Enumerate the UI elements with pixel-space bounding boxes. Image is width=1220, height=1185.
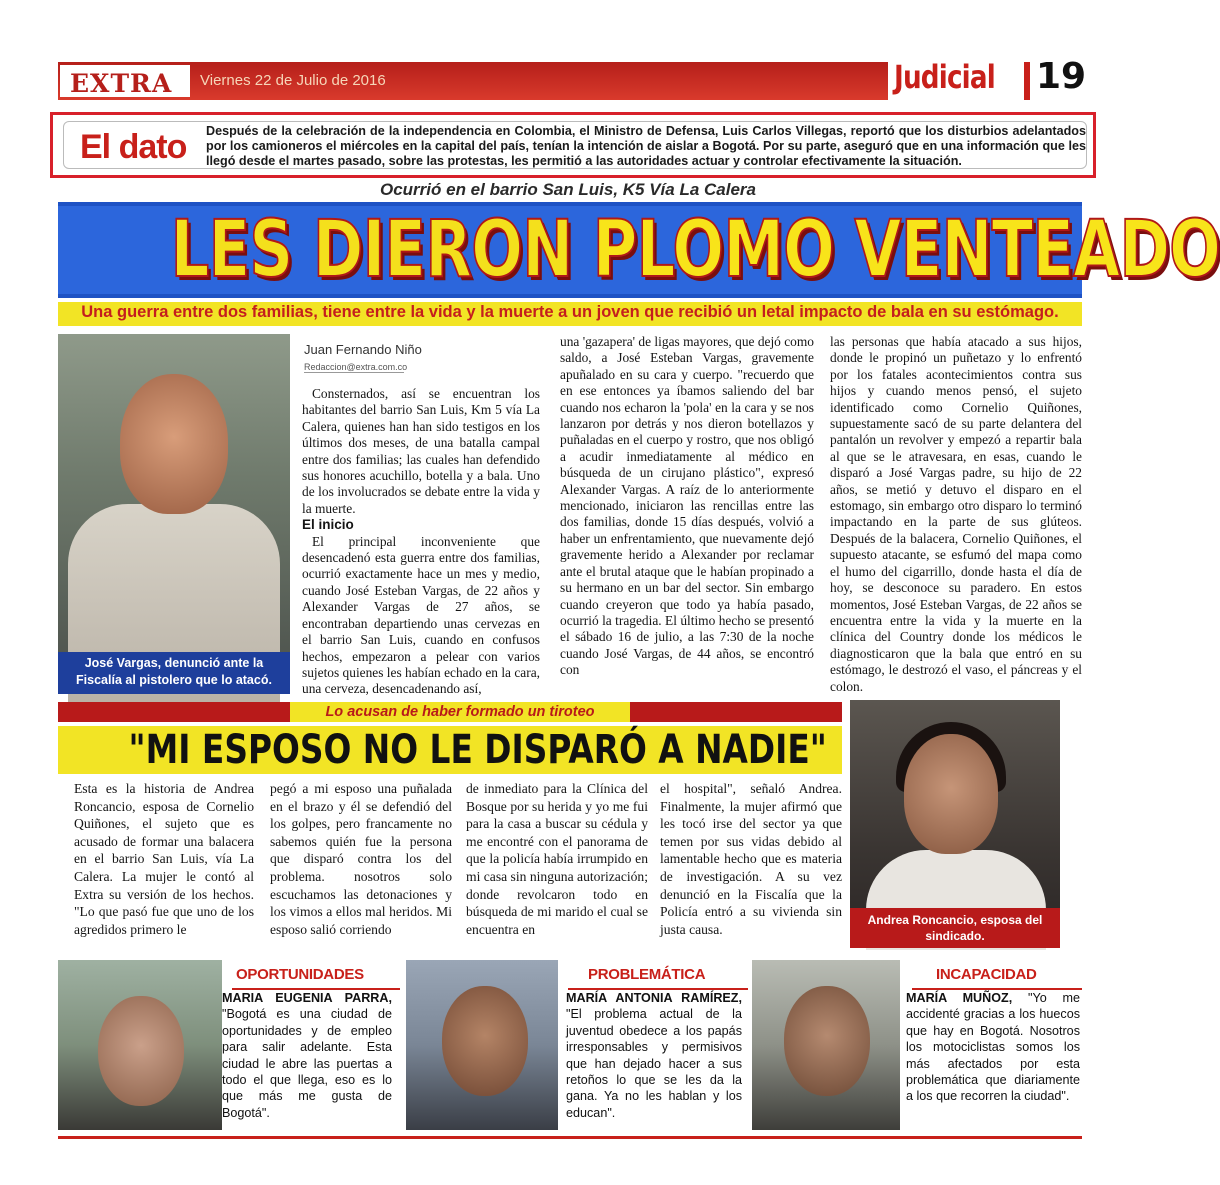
vox-name-3: MARÍA MUÑOZ, [906, 991, 1013, 1005]
second-column-3 [466, 780, 648, 938]
bottom-rule [58, 1136, 1082, 1139]
vox-text-1 [222, 990, 392, 1121]
main-column-1 [302, 386, 540, 698]
vox-quote-2: "El problema actual de la juventud obedece a los papás irresponsables y permisivos que han dejado hacer a sus retoños lo que se les da la gana. Ya no les hablan y los educan". [566, 1007, 742, 1120]
photo-caption: José Vargas, denunció ante la Fiscalía al pistolero que lo atacó. [76, 656, 272, 687]
photo-jose-vargas [58, 334, 290, 694]
paragraph: el hospital", señaló Andrea. Finalmente, la mujer afirmó que les tocó irse del sector ya que temen por sus vidas debido al lamentable hecho que es materia de investigación. A su vez denunció en la Fiscalía que la Policía entró a su vivienda sin justa causa. [660, 781, 842, 937]
section-subheading: El inicio [302, 517, 354, 533]
main-subheadline-band [58, 302, 1082, 326]
vox-text-2 [566, 990, 742, 1121]
el-dato-text: Después de la celebración de la independencia en Colombia, el Ministro de Defensa, Luis Carlos Villegas, reportó que los disturbios adelantados por los camioneros el miércoles en la capital del país, tenían la intención de aislar a Bogotá. Por su parte, aseguró que en una información que les llegó desde el martes pasado, sobre las protestas, les permitió a las autoridades actuar y controlar efectivamente la situación. [206, 124, 1086, 168]
section-name: Judicial [894, 58, 995, 96]
headline-part-2: PLOMO VENTEADO [592, 205, 1220, 295]
paragraph: El principal inconveniente que desencadenó esta guerra entre dos familias, ocurrió exactamente hace un mes y medio, cuando José Esteban Vargas, de 22 años y Alexander Vargas de 27 años, se encontraban departiendo unas cervezas en el barrio San Luis, cuando en confusos hechos, empezaron a pelear con varios sujetos quienes les habían echado en la cara, una cerveza, desencadenando así, [302, 533, 540, 697]
photo-figure-face [98, 996, 184, 1106]
page-number: 19 [1036, 56, 1087, 97]
byline: Juan Fernando Niño [304, 342, 422, 357]
byline-email: Redaccion@extra.com.co [304, 362, 408, 372]
issue-date: Viernes 22 de Julio de 2016 [200, 72, 386, 89]
logo-box [60, 65, 190, 97]
main-subheadline: Una guerra entre dos familias, tiene entre la vida y la muerte a un joven que recibió un letal impacto de bala en su estómago. [81, 303, 1059, 321]
section-divider [1024, 62, 1030, 100]
paragraph: de inmediato para la Clínica del Bosque por su herida y yo me fui para la casa a buscar su cédula y me encontré con el panorama de que la policía había irrumpido en mi casa sin ninguna autorización; donde revolcaron todo en búsqueda de mi marido el cual se encuentra en [466, 781, 648, 937]
header-band [58, 62, 888, 100]
main-column-3 [830, 334, 1082, 695]
photo-figure-face [904, 734, 998, 854]
main-headline-band [58, 202, 1220, 298]
main-headline [170, 204, 1220, 296]
second-column-1 [74, 780, 254, 938]
photo-andrea-roncancio [850, 700, 1060, 948]
newspaper-logo: EXTRA [70, 69, 173, 98]
second-headline-band [58, 726, 842, 774]
vox-title-3: INCAPACIDAD [936, 966, 1037, 983]
second-column-4 [660, 780, 842, 938]
vox-name-2: MARÍA ANTONIA RAMÍREZ, [566, 991, 742, 1005]
photo-figure-face [120, 374, 228, 514]
paragraph: las personas que había atacado a sus hijos, donde le propinó un puñetazo y lo enfrentó por los fatales acontecimientos contra sus hijos y cuando menos pensó, el sujeto identificado como Cornelio Quiñones, supuestamente sacó de su parte delantera del pantalón un revolver y empezó a repartir bala al que se le atravesara, en esas, cuando le disparó a José Vargas padre, su hijo de 22 años, se metió y detuvo el disparo en el estomago, sin embargo otro disparo lo terminó impactando en la parte de sus glúteos. Después de la balacera, Cornelio Quiñones, el supuesto atacante, se esfumó del mapa como el humo del cigarrillo, donde hasta el día de hoy, se desconoce su paradero. En estos momentos, José Esteban Vargas, de 22 años se encuentra entre la vida y la muerte en la clínica del Country donde los médicos le diagnosticaron que la bala que entró en su estómago, le destrozó el vaso, el páncreas y el colon. [830, 334, 1082, 694]
paragraph: una 'gazapera' de ligas mayores, que dejó como saldo, a José Esteban Vargas, gravemente apuñalado en su cara y cuerpo. "recuerdo que en ese entonces ya íbamos saliendo del bar cuando nos echaron la 'pola' en la cara y se nos lanzaron por detrás y nos dieron botellazos y puñaladas en el cuerpo y rostro, que nos obligó a acudir inmediatamente al médico en búsqueda de un cirujano plástico", expresó Alexander Vargas. A raíz de lo anteriormente mencionado, iniciaron las rencillas entre las dos familias, donde 15 días después, volvió a haber un enfrentamiento, que nuevamente dejó gravemente herido a Alexander por reclamar ante el brutal ataque que le habían propinado a su hermano en un bar del sector. Sin embargo cuando creyeron que todo ya había pasado, ocurrió la tragedia. El último hecho se presentó el sábado 16 de julio, a las 7:30 de la noche cuando José Vargas, de 44 años, se encontró con [560, 334, 814, 678]
vox-title-1: OPORTUNIDADES [236, 966, 364, 983]
vox-text-3 [906, 990, 1080, 1105]
second-headline: "MI ESPOSO NO LE DISPARÓ A NADIE" [128, 727, 827, 773]
paragraph: Consternados, así se encuentran los habitantes del barrio San Luis, Km 5 vía La Calera, quienes han han sido testigos en los últimos dos meses, de una batalla campal entre dos familias; las cuales han defendido sus honores acuchillo, botella y a bala. Uno de los involucrados se debate entre la vida y la muerte. [302, 386, 540, 516]
photo-figure-face [784, 986, 870, 1096]
vox-photo-3 [752, 960, 900, 1130]
el-dato-label: El dato [80, 128, 187, 166]
photo-figure-face [442, 986, 528, 1096]
el-dato-box [50, 112, 1096, 178]
second-kicker-highlight [290, 702, 630, 722]
vox-photo-2 [406, 960, 558, 1130]
paragraph: pegó a mi esposo una puñalada en el brazo y él se defendió del los golpes, pero francamente no sabemos quién fue la persona que disparó contra los del problema. nosotros solo escuchamos las detonaciones y los vimos a ellos mal heridos. Mi esposo salió corriendo [270, 781, 452, 937]
el-dato-inner [63, 121, 1087, 169]
main-column-2 [560, 334, 814, 679]
vox-name-1: MARIA EUGENIA PARRA, [222, 991, 392, 1005]
paragraph: Esta es la historia de Andrea Roncancio, esposa de Cornelio Quiñones, el sujeto que es acusado de formar una balacera en el barrio San Luis, vía La Calera. La mujer le contó al Extra su versión de los hechos. "Lo que pasó fue que uno de los agredidos primero le [74, 781, 254, 937]
vox-quote-3: "Yo me accidenté gracias a los huecos que hay en Bogotá. Nosotros los motociclistas somos los más afectados por esta problemática que diariamente a los que recorren la ciudad". [906, 991, 1080, 1104]
headline-part-1: LES DIERON [170, 205, 573, 295]
photo-caption-band [850, 908, 1060, 948]
photo-caption: Andrea Roncancio, esposa del sindicado. [867, 913, 1043, 943]
vox-quote-1: "Bogotá es una ciudad de oportunidades y de empleo para salir adelante. Esta ciudad le abre las puertas a todo el que llega, eso es lo que más me gusta de Bogotá". [222, 1007, 392, 1120]
second-kicker-band [58, 702, 842, 722]
main-kicker: Ocurrió en el barrio San Luis, K5 Vía La Calera [379, 180, 757, 199]
photo-caption-band [58, 652, 290, 694]
vox-title-2: PROBLEMÁTICA [588, 966, 706, 983]
second-column-2 [270, 780, 452, 938]
vox-photo-1 [58, 960, 222, 1130]
page-header [58, 56, 1088, 100]
second-kicker: Lo acusan de haber formado un tiroteo [325, 704, 595, 720]
